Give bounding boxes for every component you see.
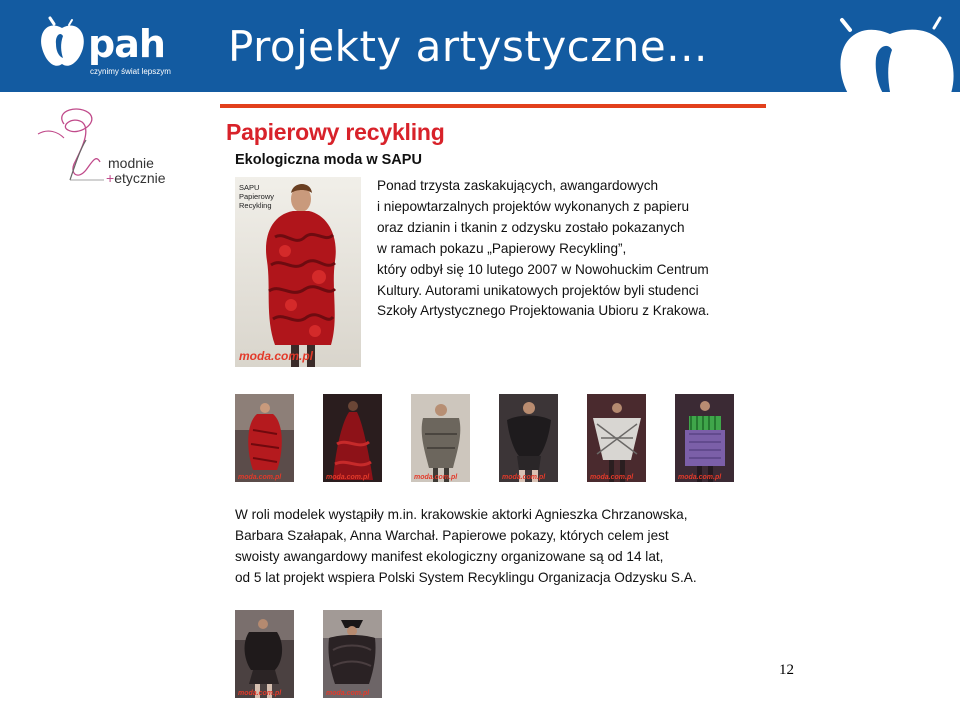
outro-paragraph (235, 504, 765, 588)
thumbnail-photo (323, 394, 382, 482)
intro-line: Kultury. Autorami unikatowych projektów byli studenci (377, 282, 699, 298)
article-heading: Papierowy recykling (226, 119, 445, 145)
hero-label-line: Papierowy (239, 192, 275, 201)
thumbnail-watermark: moda.com.pl (238, 474, 282, 481)
thumbnail-graphic (499, 394, 558, 482)
badge-word-etycznie (106, 171, 166, 185)
hero-label-line: Recykling (239, 201, 272, 210)
thumbnail-photo (499, 394, 558, 482)
thumbnail-graphic (675, 394, 734, 482)
thumbnail-graphic (411, 394, 470, 482)
intro-line: i niepowtarzalnych projektów wykonanych z papieru (377, 198, 690, 214)
pah-tagline: czynimy świat lepszym (90, 67, 171, 76)
slide-title: Projekty artystyczne... (228, 22, 708, 71)
hero-label-line: SAPU (239, 183, 260, 192)
apple-watermark-icon (828, 12, 960, 92)
outro-line: swoisty awangardowy manifest ekologiczny organizowane są od 14 lat, (235, 549, 664, 564)
thumbnail-photo (411, 394, 470, 482)
outro-line: od 5 lat projekt wspiera Polski System Recyklingu Organizacja Odzysku S.A. (235, 570, 697, 585)
thumbnail-graphic (235, 610, 294, 698)
thumbnail-graphic (323, 610, 382, 698)
thumbnail-watermark: moda.com.pl (590, 474, 634, 481)
article-clipping (220, 104, 766, 702)
thumbnail-watermark: moda.com.pl (414, 474, 458, 481)
thumbnail-photo (587, 394, 646, 482)
outro-line: W roli modelek wystąpiły m.in. krakowskie aktorki Agnieszka Chrzanowska, (235, 507, 688, 522)
intro-line: Ponad trzysta zaskakujących, awangardowych (377, 178, 659, 193)
article-subheading: Ekologiczna moda w SAPU (235, 152, 422, 168)
thumbnail-watermark: moda.com.pl (326, 474, 370, 481)
page-number: 12 (779, 662, 794, 678)
intro-line: w ramach pokazu „Papierowy Recykling”, (377, 240, 627, 256)
thumbnail-graphic (323, 394, 382, 482)
pah-wordmark: pah (88, 22, 165, 66)
thumbnail-watermark: moda.com.pl (678, 474, 722, 481)
intro-line: Szkoły Artystycznego Projektowania Ubioru z Krakowa. (377, 303, 710, 319)
thumbnail-photo (235, 394, 294, 482)
modnie-etycznie-logo (34, 104, 174, 190)
header-bar (0, 0, 960, 92)
thumbnail-watermark: moda.com.pl (326, 690, 370, 697)
pah-apple-icon (36, 14, 90, 74)
outro-line: Barbara Szałapak, Anna Warchał. Papierowe pokazy, których celem jest (235, 528, 669, 543)
intro-line: który odbył się 10 lutego 2007 w Nowohuckim Centrum (377, 261, 709, 277)
pah-logo (36, 14, 176, 78)
thumbnail-photo (675, 394, 734, 482)
article-top-rule (220, 104, 766, 108)
thumbnail-photo (323, 610, 382, 698)
intro-paragraph (377, 176, 767, 322)
intro-line: oraz dzianin i tkanin z odzysku zostało pokazanych (377, 219, 685, 235)
badge-word-modnie: modnie (108, 155, 154, 171)
thumbnail-watermark: moda.com.pl (502, 474, 546, 481)
hero-photo-watermark: moda.com.pl (239, 349, 314, 363)
thumbnail-graphic (235, 394, 294, 482)
thumbnail-watermark: moda.com.pl (238, 690, 282, 697)
thumbnail-photo (235, 610, 294, 698)
hero-photo-label (239, 183, 299, 210)
hero-photo (235, 177, 361, 367)
badge-plus: + (106, 170, 115, 186)
thumbnail-graphic (587, 394, 646, 482)
badge-etycznie-text: etycznie (114, 170, 166, 186)
